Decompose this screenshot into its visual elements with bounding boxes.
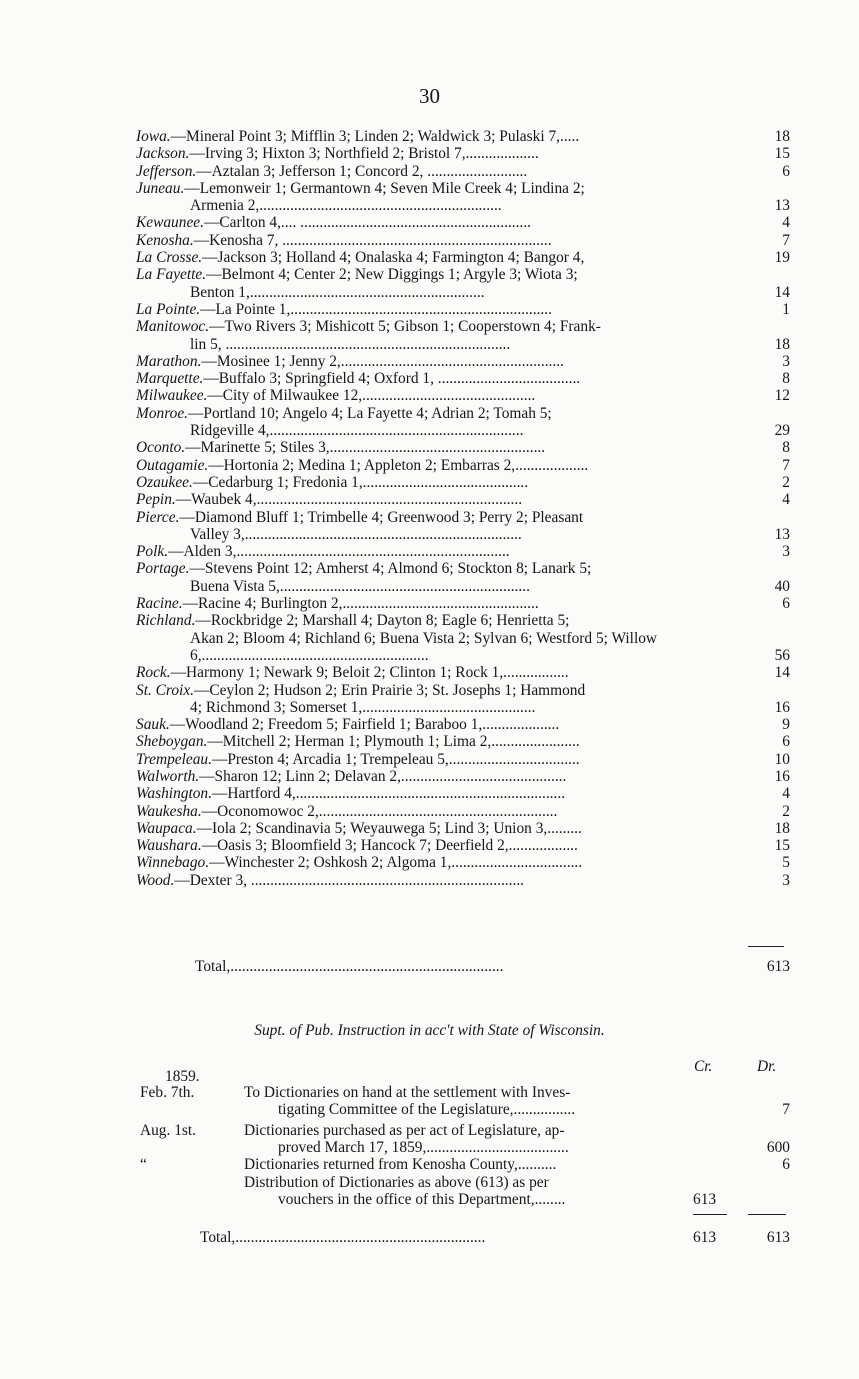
county-total: 16 (774, 698, 790, 716)
county-total: 15 (774, 145, 790, 163)
county-entry-text (136, 751, 790, 768)
county-towns: —Mitchell 2; Herman 1; Plymouth 1; Lima 2,....................... (207, 733, 580, 751)
county-name: Sheboygan. (136, 733, 208, 751)
county-towns-continued: lin 5, .......................................................................... (190, 335, 511, 353)
county-entry (136, 803, 790, 820)
county-total: 19 (774, 249, 790, 267)
county-name: Washington. (136, 785, 212, 803)
county-entry (136, 785, 790, 802)
ledger-cr: 613 (693, 1191, 717, 1209)
county-total: 14 (774, 664, 790, 682)
county-name: St. Croix. (136, 681, 195, 699)
account-total-row (200, 1229, 790, 1247)
county-name: Ozaukee. (136, 473, 193, 491)
ledger-date: Feb. 7th. (140, 1084, 195, 1101)
county-total: 7 (782, 231, 790, 249)
county-entry (136, 214, 790, 231)
county-entry (136, 820, 790, 837)
county-towns: —Winchester 2; Oshkosh 2; Algoma 1,.................................. (209, 854, 583, 872)
county-total: 56 (774, 646, 790, 664)
county-towns: —Portland 10; Angelo 4; La Fayette 4; Adrian 2; Tomah 5; (188, 404, 552, 422)
county-towns: —Carlton 4,.... ............................................................ (203, 214, 532, 232)
county-entry-text (136, 491, 790, 508)
county-entry-text (136, 301, 790, 318)
county-total: 18 (774, 128, 790, 145)
county-towns: —City of Milwaukee 12,............................................. (207, 387, 536, 405)
county-towns-continued: Akan 2; Bloom 4; Richland 6; Buena Vista 2; Sylvan 6; Westford 5; Willow 6,........................................................... (190, 629, 658, 664)
county-entry-text (136, 595, 790, 612)
ledger-row (140, 1174, 790, 1209)
county-entry (136, 180, 790, 215)
county-entry-text (136, 128, 790, 145)
county-entry (136, 353, 790, 370)
account-total-dr: 613 (766, 1229, 790, 1246)
county-name: Outagamie. (136, 456, 209, 474)
account-total-cr: 613 (693, 1229, 717, 1246)
county-name: Milwaukee. (136, 387, 208, 405)
county-total: 13 (774, 525, 790, 543)
ledger-description-text: To Dictionaries on hand at the settlement with Inves- (244, 1084, 571, 1101)
county-total: 3 (782, 352, 790, 370)
county-towns: —Harmony 1; Newark 9; Beloit 2; Clinton 1; Rock 1,................. (170, 664, 569, 682)
county-entry (136, 474, 790, 491)
county-entry-text (136, 232, 790, 249)
county-entry (136, 751, 790, 768)
county-towns: —Lemonweir 1; Germantown 4; Seven Mile Creek 4; Lindina 2; (184, 179, 585, 197)
county-entry-text (136, 768, 790, 785)
county-entry-text (136, 370, 790, 387)
county-towns-continued: 4; Richmond 3; Somerset 1,............................................. (190, 698, 536, 716)
ledger-description-text: Dictionaries returned from Kenosha County,.......... (244, 1156, 557, 1173)
account-year: 1859. (165, 1068, 200, 1085)
ledger-description-continued: proved March 17, 1859,..................................... (278, 1139, 569, 1157)
ledger-row (140, 1156, 790, 1173)
county-towns: —Irving 3; Hixton 3; Northfield 2; Bristol 7,................... (189, 145, 539, 163)
county-entry (136, 612, 790, 664)
county-name: Trempeleau. (136, 750, 212, 768)
county-name: Waushara. (136, 837, 202, 855)
county-entry-text (136, 820, 790, 837)
county-name: Marathon. (136, 352, 202, 370)
county-towns-continued: Benton 1,............................................................. (190, 283, 485, 301)
dr-total-rule (748, 1214, 786, 1215)
county-entry-text (136, 163, 790, 180)
county-towns: —Belmont 4; Center 2; New Diggings 1; Argyle 3; Wiota 3; (206, 266, 578, 284)
county-entry-text (136, 872, 790, 889)
county-total: 18 (774, 819, 790, 837)
county-entry-text (136, 733, 790, 750)
county-total: 12 (774, 387, 790, 405)
county-total-value: 613 (766, 958, 790, 975)
county-total: 9 (782, 716, 790, 734)
county-name: Juneau. (136, 179, 185, 197)
county-total-label: Total,....................................................................... (195, 958, 504, 975)
county-entry-text (136, 716, 790, 733)
county-total: 4 (782, 214, 790, 232)
ledger-dr: 7 (782, 1101, 790, 1119)
county-total: 8 (782, 370, 790, 388)
county-entry-text (136, 664, 790, 681)
county-towns: —Kenosha 7, ...................................................................... (193, 231, 552, 249)
county-entry (136, 664, 790, 681)
county-entry-text (136, 405, 790, 440)
county-entry-text (136, 612, 790, 664)
ledger-row (140, 1084, 790, 1119)
county-entry-text (136, 180, 790, 215)
county-total: 6 (782, 733, 790, 751)
county-entry (136, 491, 790, 508)
county-name: Racine. (136, 595, 183, 613)
county-name: Pepin. (136, 491, 176, 509)
county-total: 6 (782, 595, 790, 613)
county-entry-text (136, 543, 790, 560)
county-entry (136, 318, 790, 353)
county-towns: —Jackson 3; Holland 4; Onalaska 4; Farmington 4; Bangor 4, (202, 249, 585, 267)
county-towns: —Hortonia 2; Medina 1; Appleton 2; Embarras 2,................... (208, 456, 589, 474)
county-name: Jackson. (136, 145, 190, 163)
county-entry-text (136, 837, 790, 854)
county-towns: —Sharon 12; Linn 2; Delavan 2,........................................... (199, 767, 567, 785)
county-towns: —Cedarburg 1; Fredonia 1,........................................... (192, 473, 529, 491)
county-total: 6 (782, 162, 790, 180)
county-name: Winnebago. (136, 854, 210, 872)
county-entry (136, 163, 790, 180)
county-name: Waupaca. (136, 819, 197, 837)
county-entry (136, 733, 790, 750)
county-entry-text (136, 318, 790, 353)
county-entry (136, 266, 790, 301)
county-entry (136, 560, 790, 595)
county-entry-text (136, 457, 790, 474)
county-entry (136, 716, 790, 733)
county-name: Marquette. (136, 370, 204, 388)
county-entry-text (136, 474, 790, 491)
county-total: 18 (774, 335, 790, 353)
county-towns: —Buffalo 3; Springfield 4; Oxford 1, ..................................... (203, 370, 581, 388)
county-entry (136, 128, 790, 145)
county-entry-text (136, 509, 790, 544)
ledger-date: “ (140, 1156, 147, 1173)
ledger-description-text: Dictionaries purchased as per act of Legislature, ap- (244, 1122, 565, 1139)
county-name: Oconto. (136, 439, 186, 457)
county-towns: —Racine 4; Burlington 2,................................................... (182, 595, 539, 613)
county-name: La Crosse. (136, 249, 203, 267)
county-entry (136, 543, 790, 560)
county-towns: —Marinette 5; Stiles 3,........................................................ (185, 439, 546, 457)
ledger-dr: 600 (766, 1139, 790, 1157)
county-entry-text (136, 266, 790, 301)
county-name: Monroe. (136, 404, 189, 422)
county-entry-text (136, 249, 790, 266)
account-title: Supt. of Pub. Instruction in acc't with State of Wisconsin. (254, 1022, 605, 1039)
county-entry (136, 439, 790, 456)
county-entry (136, 595, 790, 612)
ledger-description (244, 1174, 684, 1209)
county-total: 1 (782, 300, 790, 318)
county-total: 4 (782, 491, 790, 509)
county-towns: —Stevens Point 12; Amherst 4; Almond 6; Stockton 8; Lanark 5; (189, 560, 592, 578)
county-towns: —Diamond Bluff 1; Trimbelle 4; Greenwood 3; Perry 2; Pleasant (179, 508, 584, 526)
county-entry (136, 854, 790, 871)
county-entry-text (136, 682, 790, 717)
county-total: 8 (782, 439, 790, 457)
county-entry (136, 145, 790, 162)
county-towns: —Rockbridge 2; Marshall 4; Dayton 8; Eagle 6; Henrietta 5; (195, 612, 570, 630)
county-entry-text (136, 785, 790, 802)
county-towns: —Waubek 4,..................................................................... (175, 491, 523, 509)
county-total: 13 (774, 197, 790, 215)
county-towns: —Dexter 3, ....................................................................... (174, 871, 525, 889)
county-towns: —Two Rivers 3; Mishicott 5; Gibson 1; Cooperstown 4; Frank- (209, 318, 601, 336)
county-name: Iowa. (136, 128, 171, 145)
county-entry-text (136, 145, 790, 162)
county-name: Jefferson. (136, 162, 197, 180)
county-name: Wood. (136, 871, 175, 889)
county-entry (136, 872, 790, 889)
county-entry-text (136, 560, 790, 595)
county-name: Rock. (136, 664, 171, 682)
county-total: 14 (774, 283, 790, 301)
county-entry-text (136, 439, 790, 456)
county-towns: —Hartford 4,...................................................................... (211, 785, 566, 803)
county-towns: —Preston 4; Arcadia 1; Trempeleau 5,.................................. (211, 750, 580, 768)
county-entry-text (136, 353, 790, 370)
county-total: 40 (774, 577, 790, 595)
county-towns: —Woodland 2; Freedom 5; Fairfield 1; Baraboo 1,.................... (169, 716, 560, 734)
county-entry (136, 249, 790, 266)
county-name: Waukesha. (136, 802, 202, 820)
county-total-row (195, 958, 790, 976)
county-towns: —Aztalan 3; Jefferson 1; Concord 2, .......................... (196, 162, 528, 180)
county-name: Sauk. (136, 716, 170, 734)
county-entry (136, 405, 790, 440)
county-entry-text (136, 803, 790, 820)
county-towns-continued: Buena Vista 5,................................................................. (190, 577, 530, 595)
ledger-date: Aug. 1st. (140, 1122, 197, 1139)
county-entry-text (136, 387, 790, 404)
ledger-description-continued: vouchers in the office of this Department,........ (278, 1191, 566, 1209)
county-towns-continued: Armenia 2,............................................................... (190, 197, 502, 215)
county-total: 15 (774, 837, 790, 855)
page-number: 30 (419, 84, 440, 108)
county-towns: —Mosinee 1; Jenny 2,.......................................................... (201, 352, 564, 370)
ledger-dr: 6 (782, 1156, 790, 1173)
ledger-description (244, 1156, 684, 1173)
county-total: 3 (782, 871, 790, 889)
total-rule (748, 946, 784, 947)
county-total: 4 (782, 785, 790, 803)
county-towns: —Alden 3,....................................................................... (168, 543, 510, 561)
county-entry (136, 387, 790, 404)
county-total: 16 (774, 767, 790, 785)
county-name: Kenosha. (136, 231, 194, 249)
county-total: 29 (774, 422, 790, 440)
county-entry (136, 232, 790, 249)
county-towns-continued: Valley 3,........................................................................ (190, 525, 522, 543)
county-total: 7 (782, 456, 790, 474)
county-name: Pierce. (136, 508, 180, 526)
county-towns: —Oasis 3; Bloomfield 3; Hancock 7; Deerfield 2,.................. (201, 837, 578, 855)
ledger-description (244, 1084, 684, 1119)
county-name: Manitowoc. (136, 318, 210, 336)
county-total: 2 (782, 802, 790, 820)
cr-total-rule (693, 1214, 727, 1215)
ledger-row (140, 1122, 790, 1157)
county-name: La Fayette. (136, 266, 207, 284)
county-towns: —La Pointe 1,.................................................................... (200, 300, 552, 318)
county-entry (136, 370, 790, 387)
county-total: 2 (782, 473, 790, 491)
county-name: Kewaunee. (136, 214, 204, 232)
county-entry-text (136, 854, 790, 871)
county-distribution-list (136, 128, 790, 889)
county-entry (136, 682, 790, 717)
county-towns: —Ceylon 2; Hudson 2; Erin Prairie 3; St. Josephs 1; Hammond (194, 681, 586, 699)
county-name: Walworth. (136, 767, 200, 785)
county-towns: —Mineral Point 3; Mifflin 3; Linden 2; Waldwick 3; Pulaski 7,..... (170, 128, 580, 145)
ledger-description-continued: tigating Committee of the Legislature,................ (278, 1101, 576, 1119)
county-name: Richland. (136, 612, 196, 630)
county-total: 5 (782, 854, 790, 872)
county-towns-continued: Ridgeville 4,.................................................................. (190, 422, 524, 440)
dr-column-header: Dr. (757, 1058, 777, 1075)
county-entry-text (136, 214, 790, 231)
county-entry (136, 509, 790, 544)
county-towns: —Iola 2; Scandinavia 5; Weyauwega 5; Lind 3; Union 3,......... (196, 819, 582, 837)
county-entry (136, 837, 790, 854)
county-total: 10 (774, 750, 790, 768)
cr-column-header: Cr. (694, 1058, 713, 1075)
ledger-description (244, 1122, 684, 1157)
county-towns: —Oconomowoc 2,.............................................................. (201, 802, 558, 820)
county-name: Portage. (136, 560, 190, 578)
county-name: Polk. (136, 543, 169, 561)
county-entry (136, 301, 790, 318)
county-entry (136, 457, 790, 474)
county-entry (136, 768, 790, 785)
county-name: La Pointe. (136, 300, 201, 318)
ledger-description-text: Distribution of Dictionaries as above (613) as per (244, 1174, 549, 1191)
county-total: 3 (782, 543, 790, 561)
account-total-label: Total,................................................................. (200, 1229, 486, 1246)
